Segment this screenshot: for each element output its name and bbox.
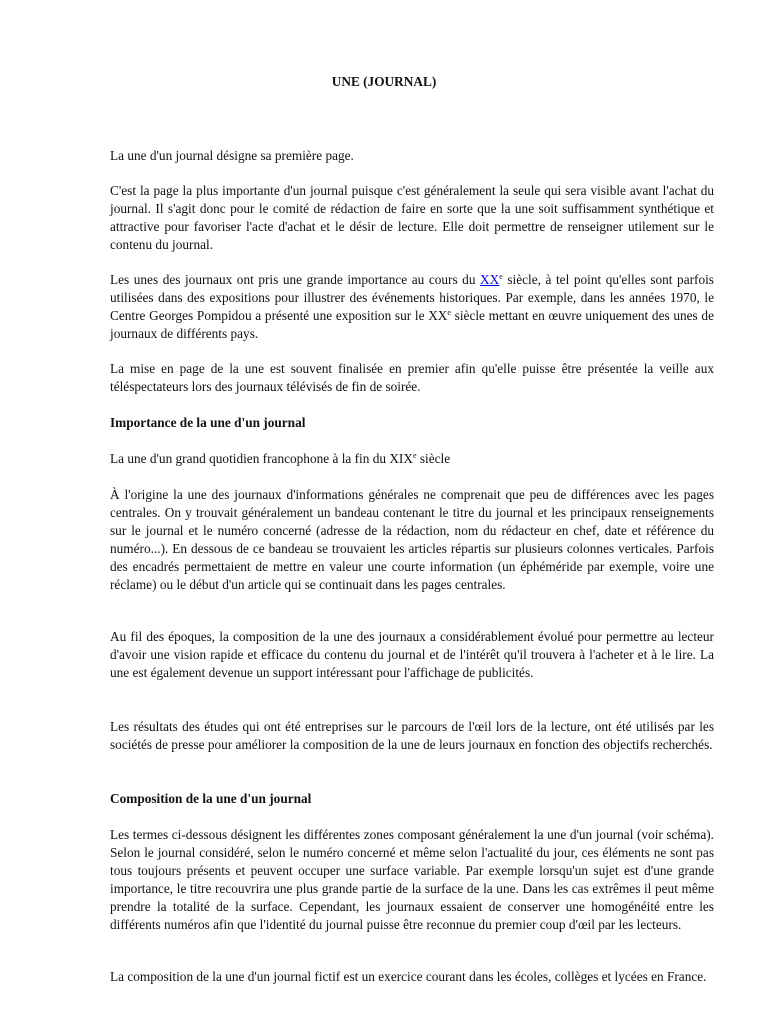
p5-text-a: La une d'un grand quotidien francophone à la fin du XIX — [110, 451, 413, 466]
p3-superscript-2: e — [447, 307, 451, 317]
section-heading-composition: Composition de la une d'un journal — [110, 791, 312, 806]
xx-century-link[interactable]: XX — [480, 272, 500, 287]
p3-text-c: siècle mettant en œuvre uniquement des unes de journaux de différents pays. — [110, 307, 714, 341]
p5-text-b: siècle — [416, 451, 451, 466]
p3-text-a: Les unes des journaux ont pris une grande importance au cours du — [110, 272, 481, 287]
paragraph-resultats-etudes: Les résultats des études qui ont été entreprises sur le parcours de l'œil lors de la lecture, ont été utilisés par les sociétés de presse pour améliorer la composition de la une de leurs journaux en fonction des objectifs recherchés. — [110, 719, 714, 752]
paragraph-twentieth-century — [110, 271, 714, 343]
paragraph-origine: À l'origine la une des journaux d'informations générales ne comprenait que peu de différences avec les pages centrales. On y trouvait généralement un bandeau contenant le titre du journal et les principaux renseignements sur le journal et le numéro concerné (adresse de la rédaction, nom du rédacteur en chef, date et référence du numéro...). En dessous de ce bandeau se trouvaient les articles répartis sur plusieurs colonnes verticales. Parfois des encadrés permettaient de mettre en valeur une courte information (un éphéméride par exemple, voire une réclame) ou le début d'un article qui se continuait dans les pages centrales. — [110, 487, 714, 592]
intro-paragraph: La une d'un journal désigne sa première page. — [110, 148, 354, 163]
paragraph-termes: Les termes ci-dessous désignent les différentes zones composant généralement la une d'un journal (voir schéma). Selon le journal considéré, selon le numéro concerné et même selon l'actualité du jour, ces éléments ne sont pas tous toujours présents et peuvent occuper une surface variable. Par exemple lorsqu'un sujet est d'une grande importance, le titre recouvrira une plus grande partie de la surface de la une. Dans les cas extrêmes il peut même prendre la totalité de la surface. Cependant, les journaux essaient de conserver une homogénéité entre les différents numéros afin que l'identité du journal puisse être reconnue du premier coup d'œil par les lecteurs. — [110, 827, 714, 932]
section-heading-importance: Importance de la une d'un journal — [110, 415, 306, 430]
p3-text-b: siècle, à tel point qu'elles sont parfois utilisées dans des expositions pour illustrer des événements historiques. Par exemple, dans les années 1970, le Centre Georges Pompidou a présenté une exposition sur le XX — [110, 272, 714, 323]
p3-superscript-1: e — [499, 272, 503, 281]
paragraph-composition-fictif: La composition de la une d'un journal fictif est un exercice courant dans les écoles, collèges et lycées en France. — [110, 969, 707, 984]
paragraph-fil-des-epoques: Au fil des époques, la composition de la une des journaux a considérablement évolué pour permettre au lecteur d'avoir une vision rapide et efficace du contenu du journal et de l'intérêt qu'il trouvera à l'acheter et à le lire. La une est également devenue un support intéressant pour l'affichage de publicités. — [110, 629, 714, 680]
paragraph-importance-page: C'est la page la plus importante d'un journal puisque c'est généralement la seule qui sera visible avant l'achat du journal. Il s'agit donc pour le comité de rédaction de faire en sorte que la une soit suffisamment synthétique et attractive pour favoriser l'acte d'achat et le désir de lecture. Elle doit permettre de renseigner utilement sur le contenu du journal. — [110, 183, 714, 252]
image-caption-quotidien — [110, 450, 714, 468]
document-title: UNE (JOURNAL) — [331, 74, 437, 89]
paragraph-mise-en-page: La mise en page de la une est souvent finalisée en premier afin qu'elle puisse être présentée la veille aux téléspectateurs lors des journaux télévisés de fin de soirée. — [110, 361, 714, 394]
p5-superscript: e — [412, 451, 417, 460]
